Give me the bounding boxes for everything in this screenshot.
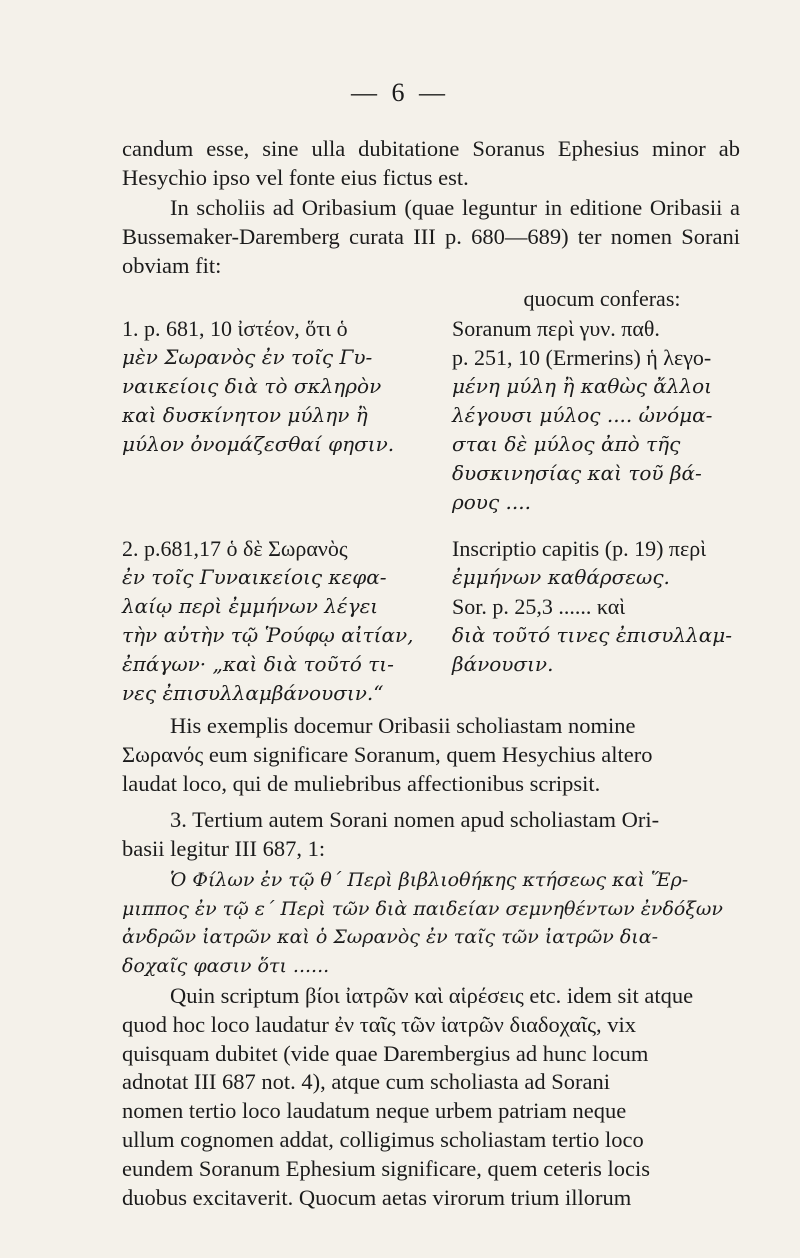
item1-right-line: δυσκινησίας καὶ τοῦ βά-	[452, 461, 702, 485]
paragraph-4-line: basii legitur III 687, 1:	[122, 835, 326, 861]
paragraph-1-text: candum esse, sine ulla dubitatione Soranus Ephesius minor ab Hesychio ipso vel fonte eius fictus est.	[122, 136, 740, 190]
greek-quote	[122, 866, 740, 980]
paragraph-4	[122, 806, 740, 864]
item1-left-line: 1. p. 681, 10 ἰστέον, ὅτι ὁ	[122, 316, 348, 341]
paragraph-5	[122, 982, 740, 1212]
item2-left-line: ἐπάγων· „καὶ διὰ τοῦτό τι-	[122, 652, 394, 676]
item1-left-line: μὲν Σωρανὸς ἐν τοῖς Γυ-	[122, 345, 373, 369]
item2-left-line: 2. p.681,17 ὁ δὲ Σωρανὸς	[122, 536, 348, 561]
item2-left	[122, 534, 414, 708]
item2-left-line: ἐν τοῖς Γυναικείοις κεφα-	[122, 565, 387, 589]
item1-left	[122, 314, 414, 459]
right-intro: quocum conferas:	[523, 286, 681, 311]
item2-right-line: ἐμμήνων καθάρσεως.	[452, 565, 670, 589]
item2-right-line: Inscriptio capitis (p. 19) περὶ	[452, 536, 707, 561]
item1-right	[452, 314, 752, 517]
item1-left-line: μύλον ὀνομάζεσθαί φησιν.	[122, 432, 395, 456]
item1-right-line: σται δὲ μύλος ἀπὸ τῆς	[452, 432, 681, 456]
paragraph-5-line: duobus excitaverit. Quocum aetas virorum trium illorum	[122, 1184, 632, 1210]
paragraph-5-line: ullum cognomen addat, colligimus scholiastam tertio loco	[122, 1126, 644, 1152]
quote-line: μιππος ἐν τῷ ε΄ Περὶ τῶν διὰ παιδείαν σεμνηθέντων ἐνδόξων	[122, 897, 723, 920]
item2-left-line: νες ἐπισυλλαμβάνουσιν.“	[122, 681, 384, 705]
paragraph-4-line: 3. Tertium autem Sorani nomen apud scholiastam Ori-	[170, 807, 660, 832]
paragraph-1	[122, 135, 740, 193]
item2-right-line: διὰ τοῦτό τινες ἐπισυλλαμ-	[452, 623, 732, 647]
paragraph-2-text: In scholiis ad Oribasium (quae leguntur in editione Oribasii a Bussemaker-Daremberg curata III p. 680—689) ter nomen Sorani obviam fit:	[122, 195, 740, 278]
item1-left-line: καὶ δυσκίνητον μύλην ἢ	[122, 403, 368, 427]
paragraph-5-line: adnotat III 687 not. 4), atque cum scholiasta ad Sorani	[122, 1069, 610, 1095]
paragraph-3-line: His exemplis docemur Oribasii scholiastam nomine	[170, 713, 636, 738]
paragraph-5-line: nomen tertio loco laudatum neque urbem patriam neque	[122, 1098, 627, 1124]
item1-right-line: Soranum περὶ γυν. παθ.	[452, 316, 660, 341]
item2-left-line: λαίῳ περὶ ἐμμήνων λέγει	[122, 594, 379, 618]
paragraph-5-line: eundem Soranum Ephesium significare, quem ceteris locis	[122, 1155, 650, 1181]
paragraph-2	[122, 194, 740, 280]
paragraph-5-line: quod hoc loco laudatur ἐν ταῖς τῶν ἰατρῶν διαδοχαῖς, vix	[122, 1011, 637, 1037]
item1-left-line: ναικείοις διὰ τὸ σκληρὸν	[122, 374, 382, 398]
item1-right-line: ρους ....	[452, 490, 531, 514]
quote-line: ἀνδρῶν ἰατρῶν καὶ ὁ Σωρανὸς ἐν ταῖς τῶν ἰατρῶν δια-	[122, 926, 659, 948]
paragraph-3-line: laudat loco, qui de muliebribus affectionibus scripsit.	[122, 770, 601, 796]
item2-right-line: βάνουσιν.	[452, 652, 554, 676]
quote-line: Ὁ Φίλων ἐν τῷ θ΄ Περὶ βιβλιοθήκης κτήσεως καὶ Ἕρ-	[170, 869, 689, 891]
item1-right-line: μένη μύλη ἢ καθὼς ἄλλοι	[452, 374, 713, 398]
item1-right-line: λέγουσι μύλος .... ὠνόμα-	[452, 403, 713, 427]
quote-line: δοχαῖς φασιν ὅτι ......	[122, 954, 330, 977]
paragraph-5-line: quisquam dubitet (vide quae Darembergius ad hunc locum	[122, 1040, 649, 1066]
item1-right-line: p. 251, 10 (Ermerins) ἡ λεγο-	[452, 345, 712, 370]
paragraph-3-line: Σωρανός eum significare Soranum, quem Hesychius altero	[122, 741, 653, 767]
paragraph-5-line: Quin scriptum βίοι ἰατρῶν καὶ αἱρέσεις etc. idem sit atque	[170, 983, 694, 1008]
item2-right	[452, 534, 752, 679]
page-number: — 6 —	[351, 78, 449, 107]
paragraph-3	[122, 712, 740, 798]
item2-right-line: Sor. p. 25,3 ...... καὶ	[452, 594, 626, 619]
item2-left-line: τὴν αὐτὴν τῷ Ῥούφῳ αἰτίαν,	[122, 623, 414, 647]
